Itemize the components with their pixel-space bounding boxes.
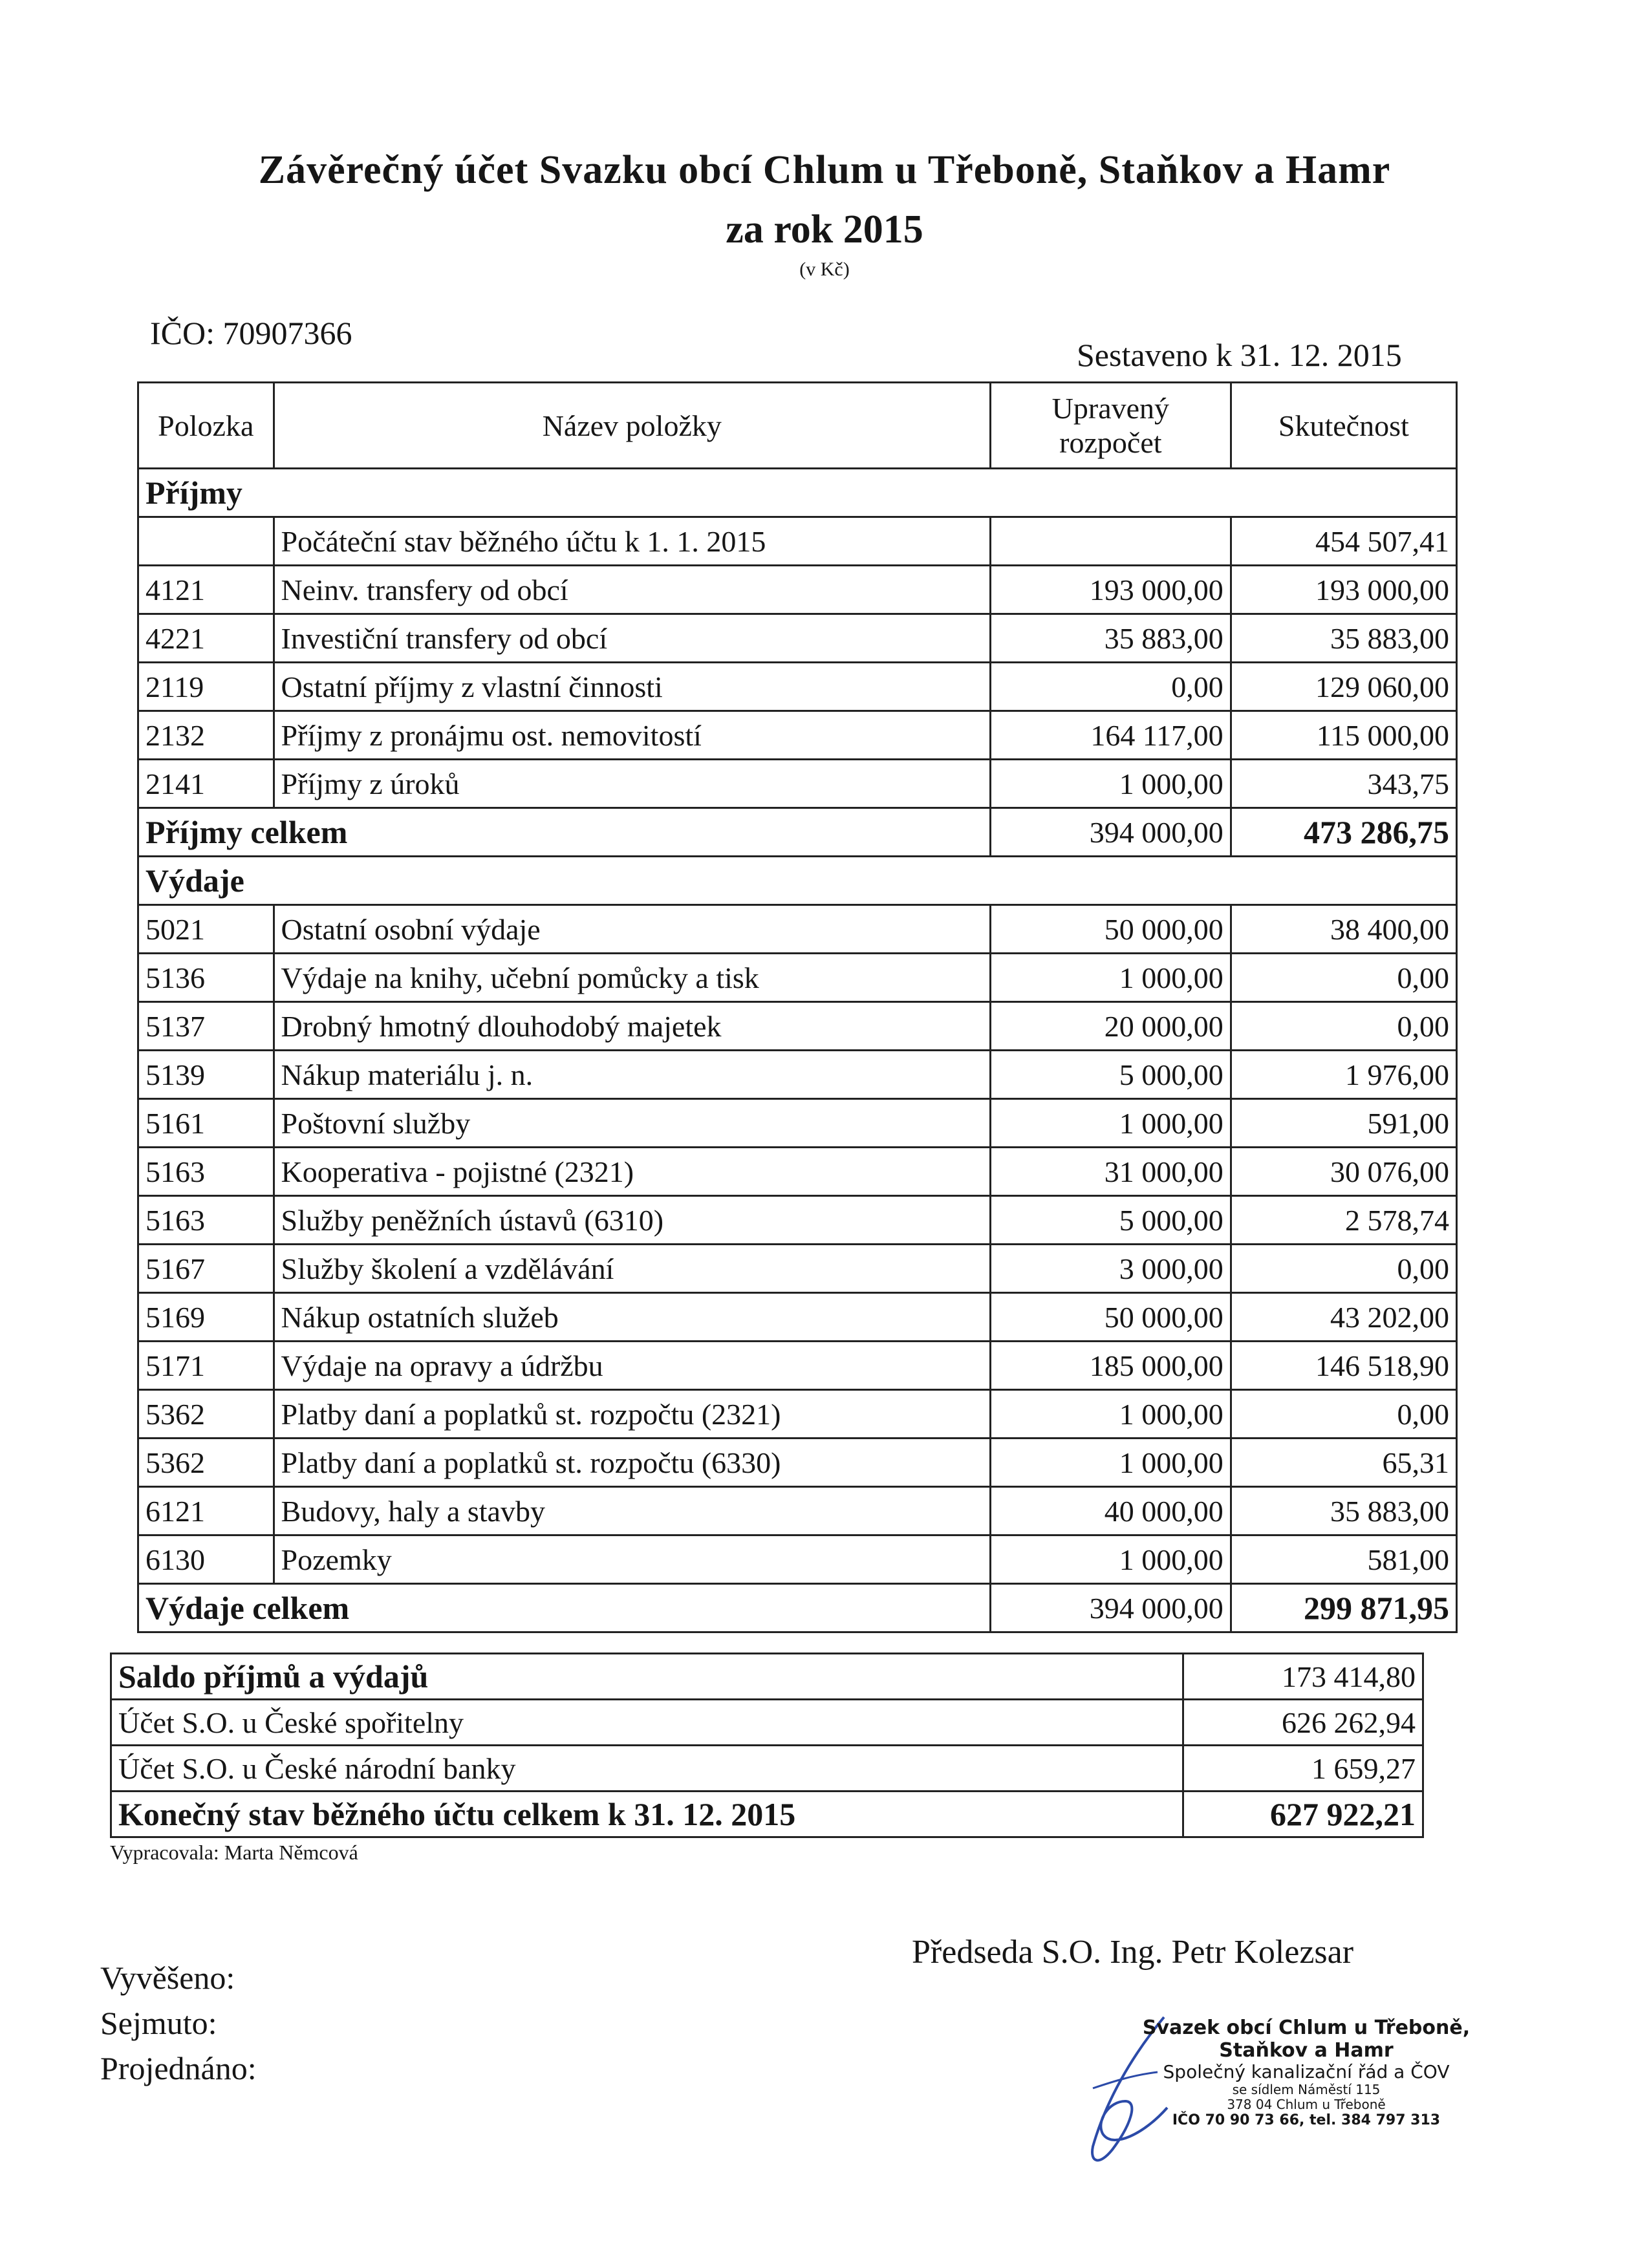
row-budget: 185 000,00 xyxy=(991,1342,1231,1390)
stamp-line4: se sídlem Náměstí 115 xyxy=(1232,2082,1381,2098)
cnb-label: Účet S.O. u České národní banky xyxy=(111,1746,1183,1792)
total-budget: 394 000,00 xyxy=(991,1584,1231,1632)
table-row xyxy=(138,1487,1457,1535)
row-actual: 2 578,74 xyxy=(1231,1196,1456,1245)
sporitelna-value: 626 262,94 xyxy=(1183,1700,1423,1746)
konecny-value: 627 922,21 xyxy=(1183,1792,1423,1837)
compiled-date: Sestaveno k 31. 12. 2015 xyxy=(1077,337,1402,373)
row-code: 2119 xyxy=(138,663,274,711)
row-budget: 5 000,00 xyxy=(991,1196,1231,1245)
row-actual: 0,00 xyxy=(1231,1002,1456,1051)
row-code: 6121 xyxy=(138,1487,274,1535)
table-row xyxy=(138,905,1457,954)
removed-label: Sejmuto: xyxy=(100,2005,217,2041)
row-code: 5161 xyxy=(138,1099,274,1148)
row-budget: 20 000,00 xyxy=(991,1002,1231,1051)
stamp-line5: 378 04 Chlum u Třeboně xyxy=(1227,2097,1386,2113)
row-code: 5362 xyxy=(138,1390,274,1439)
stamp-line6: IČO 70 90 73 66, tel. 384 797 313 xyxy=(1172,2112,1441,2129)
posted-label: Vyvěšeno: xyxy=(100,1960,235,1996)
budget-table xyxy=(137,381,1458,1633)
row-actual: 581,00 xyxy=(1231,1535,1456,1584)
table-header-row xyxy=(138,383,1457,469)
table-row xyxy=(138,1196,1457,1245)
row-actual: 0,00 xyxy=(1231,1245,1456,1293)
row-code: 5167 xyxy=(138,1245,274,1293)
row-actual: 146 518,90 xyxy=(1231,1342,1456,1390)
row-actual: 115 000,00 xyxy=(1231,711,1456,760)
row-name: Výdaje na knihy, učební pomůcky a tisk xyxy=(274,954,990,1002)
table-row xyxy=(138,954,1457,1002)
row-actual: 454 507,41 xyxy=(1231,517,1456,566)
table-row xyxy=(138,1245,1457,1293)
row-actual: 0,00 xyxy=(1231,954,1456,1002)
row-actual: 65,31 xyxy=(1231,1439,1456,1487)
table-row xyxy=(138,1148,1457,1196)
row-name: Budovy, haly a stavby xyxy=(274,1487,990,1535)
row-name: Drobný hmotný dlouhodobý majetek xyxy=(274,1002,990,1051)
vydaje-total-row xyxy=(138,1584,1457,1632)
row-code: 5163 xyxy=(138,1148,274,1196)
row-actual: 38 400,00 xyxy=(1231,905,1456,954)
table-row xyxy=(138,663,1457,711)
row-code: 5139 xyxy=(138,1051,274,1099)
row-name: Poštovní služby xyxy=(274,1099,990,1148)
row-actual: 43 202,00 xyxy=(1231,1293,1456,1342)
total-label: Příjmy celkem xyxy=(138,808,991,857)
row-code xyxy=(138,517,274,566)
ico-number: IČO: 70907366 xyxy=(150,315,352,351)
row-name: Ostatní osobní výdaje xyxy=(274,905,990,954)
stamp-line1: Svazek obcí Chlum u Třeboně, xyxy=(1142,2017,1471,2039)
col-header-nazev: Název položky xyxy=(274,383,990,469)
row-name: Ostatní příjmy z vlastní činnosti xyxy=(274,663,990,711)
row-budget xyxy=(991,517,1231,566)
prepared-by: Vypracovala: Marta Němcová xyxy=(110,1841,358,1864)
stamp-line3: Společný kanalizační řád a ČOV xyxy=(1163,2061,1450,2082)
document-subtitle: za rok 2015 xyxy=(726,208,923,251)
row-name: Služby školení a vzdělávání xyxy=(274,1245,990,1293)
saldo-label: Saldo příjmů a výdajů xyxy=(111,1654,1183,1700)
saldo-row xyxy=(111,1654,1423,1700)
col-header-skutecnost: Skutečnost xyxy=(1231,383,1456,469)
row-actual: 129 060,00 xyxy=(1231,663,1456,711)
row-code: 5169 xyxy=(138,1293,274,1342)
row-code: 2141 xyxy=(138,760,274,808)
table-row xyxy=(138,1439,1457,1487)
table-row xyxy=(138,566,1457,614)
row-budget: 31 000,00 xyxy=(991,1148,1231,1196)
row-actual: 193 000,00 xyxy=(1231,566,1456,614)
row-code: 5362 xyxy=(138,1439,274,1487)
table-row xyxy=(138,760,1457,808)
col-header-polozka: Polozka xyxy=(138,383,274,469)
document-title: Závěrečný účet Svazku obcí Chlum u Třeboně, Staňkov a Hamr xyxy=(258,148,1391,192)
row-code: 4121 xyxy=(138,566,274,614)
row-budget: 1 000,00 xyxy=(991,1439,1231,1487)
konecny-row xyxy=(111,1792,1423,1837)
table-row xyxy=(138,517,1457,566)
row-code: 4221 xyxy=(138,614,274,663)
table-row xyxy=(138,1051,1457,1099)
row-budget: 35 883,00 xyxy=(991,614,1231,663)
row-name: Služby peněžních ústavů (6310) xyxy=(274,1196,990,1245)
row-actual: 35 883,00 xyxy=(1231,1487,1456,1535)
row-actual: 35 883,00 xyxy=(1231,614,1456,663)
row-name: Neinv. transfery od obcí xyxy=(274,566,990,614)
sporitelna-label: Účet S.O. u České spořitelny xyxy=(111,1700,1183,1746)
table-row xyxy=(138,711,1457,760)
section-vydaje xyxy=(138,857,1457,905)
currency-note: (v Kč) xyxy=(799,259,850,280)
row-budget: 193 000,00 xyxy=(991,566,1231,614)
table-row xyxy=(138,1293,1457,1342)
row-name: Pozemky xyxy=(274,1535,990,1584)
row-code: 5136 xyxy=(138,954,274,1002)
row-code: 5163 xyxy=(138,1196,274,1245)
section-prijmy xyxy=(138,469,1457,517)
discussed-label: Projednáno: xyxy=(100,2050,257,2086)
row-name: Platby daní a poplatků st. rozpočtu (2321) xyxy=(274,1390,990,1439)
stamp-line2: Staňkov a Hamr xyxy=(1219,2038,1394,2062)
row-name: Příjmy z úroků xyxy=(274,760,990,808)
prijmy-total-row xyxy=(138,808,1457,857)
row-budget: 1 000,00 xyxy=(991,954,1231,1002)
organization-stamp xyxy=(1138,2017,1474,2128)
konecny-label: Konečný stav běžného účtu celkem k 31. 12. 2015 xyxy=(111,1792,1183,1837)
row-name: Výdaje na opravy a údržbu xyxy=(274,1342,990,1390)
row-budget: 50 000,00 xyxy=(991,905,1231,954)
total-budget: 394 000,00 xyxy=(991,808,1231,857)
table-row xyxy=(138,1535,1457,1584)
section-label: Výdaje xyxy=(138,857,1457,905)
row-budget: 50 000,00 xyxy=(991,1293,1231,1342)
row-budget: 1 000,00 xyxy=(991,760,1231,808)
row-name: Investiční transfery od obcí xyxy=(274,614,990,663)
row-budget: 0,00 xyxy=(991,663,1231,711)
row-name: Platby daní a poplatků st. rozpočtu (6330) xyxy=(274,1439,990,1487)
row-budget: 3 000,00 xyxy=(991,1245,1231,1293)
row-budget: 1 000,00 xyxy=(991,1390,1231,1439)
row-budget: 1 000,00 xyxy=(991,1099,1231,1148)
cnb-value: 1 659,27 xyxy=(1183,1746,1423,1792)
row-actual: 591,00 xyxy=(1231,1099,1456,1148)
row-actual: 0,00 xyxy=(1231,1390,1456,1439)
table-row xyxy=(138,614,1457,663)
row-name: Nákup materiálu j. n. xyxy=(274,1051,990,1099)
row-code: 5137 xyxy=(138,1002,274,1051)
chairman: Předseda S.O. Ing. Petr Kolezsar xyxy=(912,1934,1354,1971)
total-actual: 473 286,75 xyxy=(1231,808,1456,857)
summary-table xyxy=(110,1653,1424,1838)
row-budget: 40 000,00 xyxy=(991,1487,1231,1535)
row-code: 5021 xyxy=(138,905,274,954)
row-actual: 30 076,00 xyxy=(1231,1148,1456,1196)
table-row xyxy=(138,1342,1457,1390)
saldo-value: 173 414,80 xyxy=(1183,1654,1423,1700)
row-actual: 1 976,00 xyxy=(1231,1051,1456,1099)
cnb-row xyxy=(111,1746,1423,1792)
row-code: 6130 xyxy=(138,1535,274,1584)
row-code: 2132 xyxy=(138,711,274,760)
table-row xyxy=(138,1002,1457,1051)
section-label: Příjmy xyxy=(138,469,1457,517)
total-label: Výdaje celkem xyxy=(138,1584,991,1632)
col-header-rozpocet: Upravený rozpočet xyxy=(991,383,1231,469)
table-row xyxy=(138,1390,1457,1439)
row-name: Počáteční stav běžného účtu k 1. 1. 2015 xyxy=(274,517,990,566)
total-actual: 299 871,95 xyxy=(1231,1584,1456,1632)
row-budget: 164 117,00 xyxy=(991,711,1231,760)
row-name: Kooperativa - pojistné (2321) xyxy=(274,1148,990,1196)
row-name: Nákup ostatních služeb xyxy=(274,1293,990,1342)
table-row xyxy=(138,1099,1457,1148)
row-name: Příjmy z pronájmu ost. nemovitostí xyxy=(274,711,990,760)
row-actual: 343,75 xyxy=(1231,760,1456,808)
row-code: 5171 xyxy=(138,1342,274,1390)
sporitelna-row xyxy=(111,1700,1423,1746)
row-budget: 5 000,00 xyxy=(991,1051,1231,1099)
row-budget: 1 000,00 xyxy=(991,1535,1231,1584)
